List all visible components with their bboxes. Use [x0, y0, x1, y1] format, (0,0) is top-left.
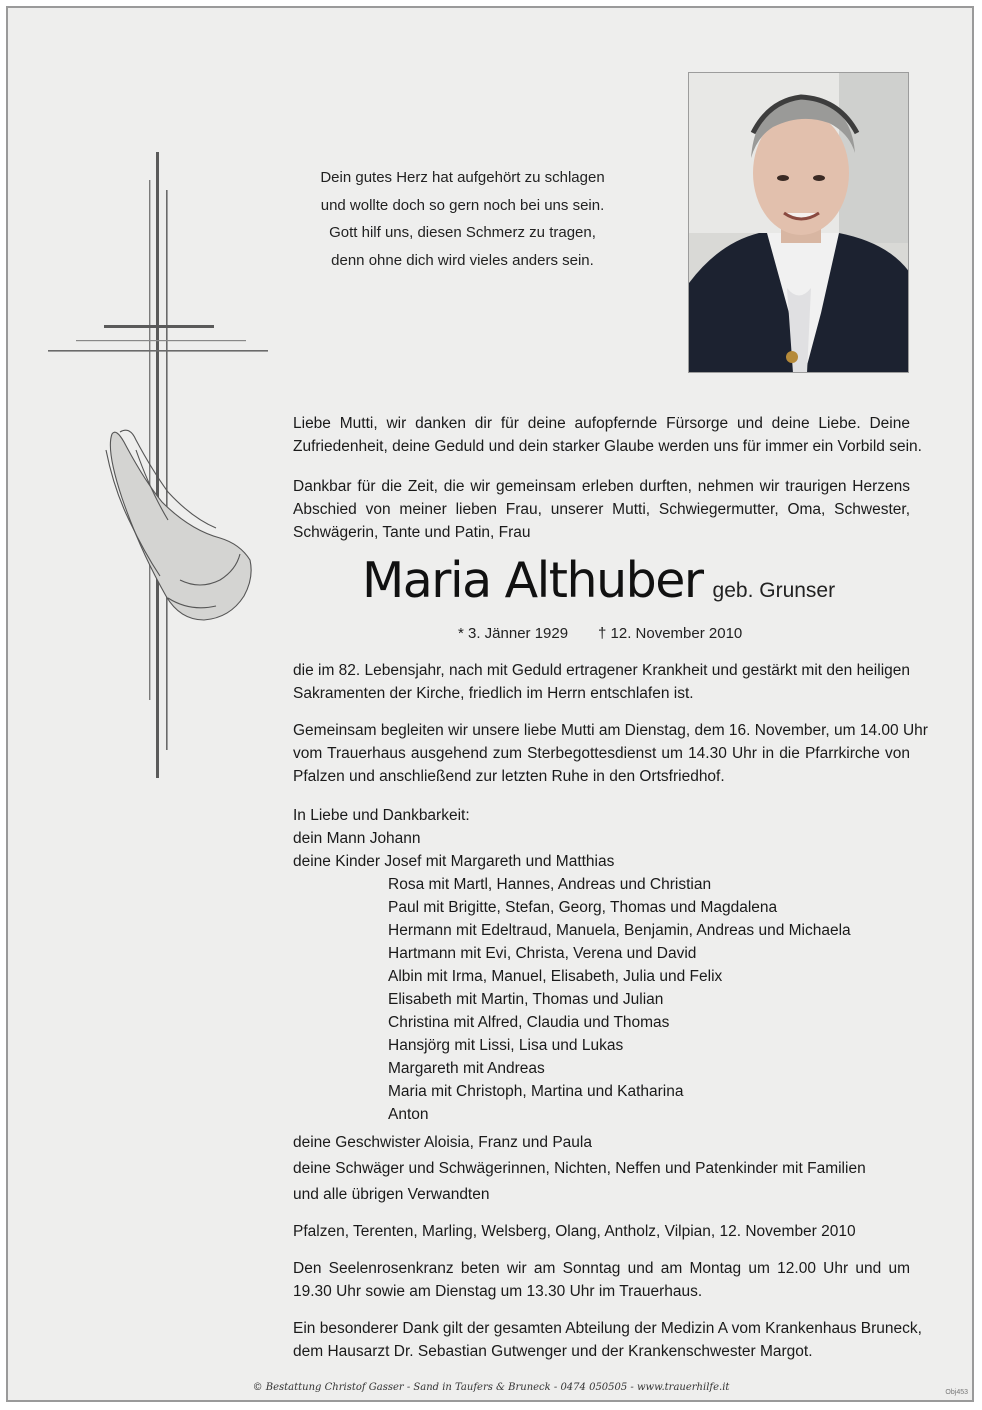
text-line: Abschied von meiner lieben Frau, unserer Mutti, Schwiegermutter, Oma, Schwester, — [293, 501, 910, 518]
text-line: Liebe Mutti, wir danken dir für deine aufopfernde Fürsorge und deine Liebe. Deine — [293, 415, 910, 432]
text-line: Dankbar für die Zeit, die wir gemeinsam erleben durften, nehmen wir traurigen Herzens — [293, 478, 910, 495]
text-line: vom Trauerhaus ausgehend zum Sterbegottesdienst um 14.30 Uhr in die Pfarrkirche von — [293, 745, 910, 762]
husband: dein Mann Johann — [293, 830, 421, 847]
passing-paragraph — [293, 659, 910, 705]
memorial-poem — [300, 164, 625, 274]
funeral-paragraph — [293, 719, 928, 788]
text-line: Pfalzen und anschließend zur letzten Ruhe in den Ortsfriedhof. — [293, 768, 725, 785]
death-date: † 12. November 2010 — [598, 625, 743, 642]
poem-line: und wolltе doch so gern noch bei uns sein. — [320, 196, 605, 214]
poem-line: denn ohne dich wird vieles anders sein. — [331, 251, 594, 269]
text-line: Sakramenten der Kirche, friedlich im Herrn entschlafen ist. — [293, 685, 694, 702]
child-family: Anton — [388, 1106, 429, 1123]
place-date — [293, 1220, 910, 1243]
child-family: Hansjörg mit Lissi, Lisa und Lukas — [388, 1037, 624, 1054]
place-date-line: Pfalzen, Terenten, Marling, Welsberg, Olang, Antholz, Vilpian, 12. November 2010 — [293, 1223, 856, 1240]
mourners-intro: In Liebe und Dankbarkeit: — [293, 807, 470, 824]
child-family: Christina mit Alfred, Claudia und Thomas — [388, 1014, 670, 1031]
poem-line: Dein gutes Herz hat aufgehört zu schlagen — [320, 169, 605, 186]
child-family: Paul mit Brigitte, Stefan, Georg, Thomas und Magdalena — [388, 899, 778, 916]
mourners-list — [293, 804, 851, 1126]
farewell-paragraph — [293, 475, 910, 544]
birth-date: * 3. Jänner 1929 — [458, 625, 569, 642]
rosary-paragraph — [293, 1257, 910, 1303]
children-first: deine Kinder Josef mit Margareth und Matthias — [293, 853, 615, 870]
siblings: deine Geschwister Aloisia, Franz und Paula — [293, 1134, 592, 1151]
deceased-name: Maria Althuber — [362, 552, 703, 609]
funeral-home-footer: © Bestattung Christof Gasser - Sand in Taufers & Bruneck - 0474 050505 - www.trauerhilfe.it — [252, 1382, 730, 1393]
text-line: Den Seelenrosenkranz beten wir am Sonntag und am Montag um 12.00 Uhr und um — [293, 1260, 910, 1277]
child-family: Hermann mit Edeltraud, Manuela, Benjamin, Andreas und Michaela — [388, 922, 851, 939]
in-laws: deine Schwäger und Schwägerinnen, Nichten, Neffen und Patenkinder mit Familien — [293, 1160, 866, 1177]
child-family: Margareth mit Andreas — [388, 1060, 545, 1077]
text-line: Schwägerin, Tante und Patin, Frau — [293, 524, 531, 541]
relatives-list — [293, 1131, 866, 1206]
text-line: Zufriedenheit, deine Geduld und dein starker Glaube werden uns für immer ein Vorbild sein. — [293, 438, 922, 455]
birth-name: geb. Grunser — [712, 579, 836, 602]
thanks-paragraph — [293, 412, 922, 458]
poem-line: Gott hilf uns, diesen Schmerz zu tragen, — [329, 224, 596, 241]
text-line: Gemeinsam begleiten wir unsere liebe Mutti am Dienstag, dem 16. November, um 14.00 Uhr — [293, 722, 928, 739]
portrait-photo — [688, 72, 909, 373]
child-family: Maria mit Christoph, Martina und Katharina — [388, 1083, 684, 1100]
child-family: Elisabeth mit Martin, Thomas und Julian — [388, 991, 664, 1008]
object-code: Obj453 — [945, 1389, 968, 1396]
text-line: dem Hausarzt Dr. Sebastian Gutwenger und der Krankenschwester Margot. — [293, 1343, 813, 1360]
text-line: 19.30 Uhr sowie am Dienstag um 13.30 Uhr im Trauerhaus. — [293, 1283, 703, 1300]
child-family: Albin mit Irma, Manuel, Elisabeth, Julia und Felix — [388, 968, 723, 985]
text-line: Ein besonderer Dank gilt der gesamten Abteilung der Medizin A vom Krankenhaus Bruneck, — [293, 1320, 922, 1337]
child-family: Hartmann mit Evi, Christa, Verena und David — [388, 945, 697, 962]
child-family: Rosa mit Martl, Hannes, Andreas und Christian — [388, 876, 712, 893]
other-relatives: und alle übrigen Verwandten — [293, 1186, 490, 1203]
deceased-name-row — [362, 552, 922, 622]
cross-with-praying-hands-icon — [40, 150, 280, 780]
text-line: die im 82. Lebensjahr, nach mit Geduld ertragener Krankheit und gestärkt mit den heiligen — [293, 662, 910, 679]
special-thanks-paragraph — [293, 1317, 922, 1363]
